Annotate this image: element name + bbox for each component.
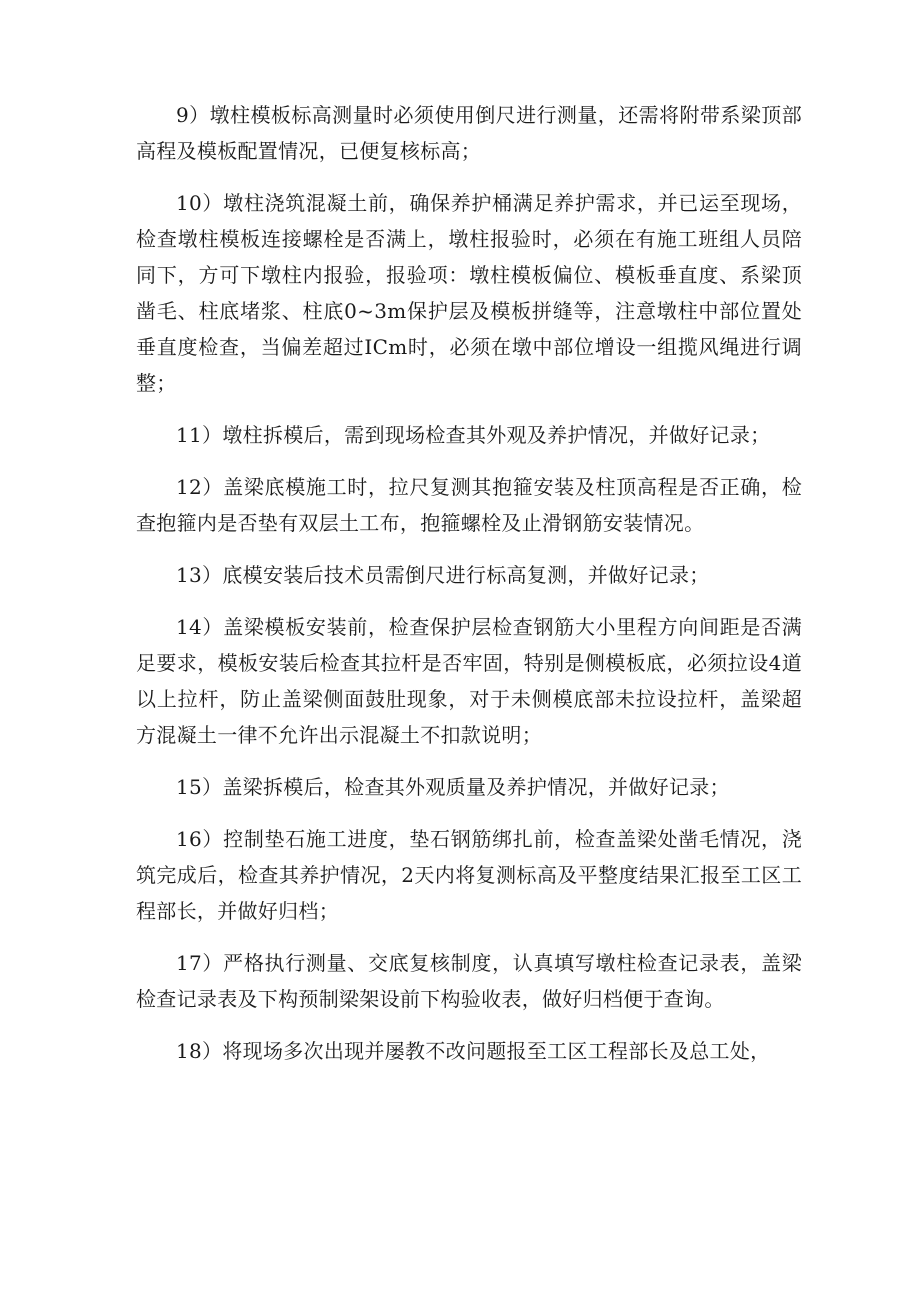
paragraph-item-10: 10）墩柱浇筑混凝土前，确保养护桶满足养护需求，并已运至现场，检查墩柱模板连接螺栓是否满上，墩柱报验时，必须在有施工班组人员陪同下，方可下墩柱内报验，报验项：墩柱模板偏位、模板垂直度、系梁顶凿毛、柱底堵浆、柱底0~3m保护层及模板拼缝等，注意墩柱中部位置处垂直度检查，当偏差超过ICm时，必须在墩中部位增设一组揽风绳进行调整；	[136, 191, 802, 395]
paragraph-item-15: 15）盖梁拆模后，检查其外观质量及养护情况，并做好记录；	[176, 775, 730, 799]
paragraph-item-12: 12）盖梁底模施工时，拉尺复测其抱箍安装及柱顶高程是否正确，检查抱箍内是否垫有双层土工布，抱箍螺栓及止滑钢筋安装情况。	[136, 475, 802, 535]
paragraph-item-14: 14）盖梁模板安装前，检查保护层检查钢筋大小里程方向间距是否满足要求，模板安装后检查其拉杆是否牢固，特别是侧模板底，必须拉设4道以上拉杆，防止盖梁侧面鼓肚现象，对于未侧模底部未拉设拉杆，盖梁超方混凝土一律不允许出示混凝土不扣款说明；	[136, 615, 802, 747]
paragraph-item-13: 13）底模安装后技术员需倒尺进行标高复测，并做好记录；	[176, 563, 710, 587]
paragraph-item-18: 18）将现场多次出现并屡教不改问题报至工区工程部长及总工处，	[176, 1039, 771, 1063]
paragraph-item-17: 17）严格执行测量、交底复核制度，认真填写墩柱检查记录表，盖梁检查记录表及下构预制梁架设前下构验收表，做好归档便于查询。	[136, 951, 802, 1011]
paragraph-item-9: 9）墩柱模板标高测量时必须使用倒尺进行测量，还需将附带系梁顶部高程及模板配置情况，已便复核标高；	[136, 103, 802, 163]
paragraph-item-16: 16）控制垫石施工进度，垫石钢筋绑扎前，检查盖梁处凿毛情况，浇筑完成后，检查其养护情况，2天内将复测标高及平整度结果汇报至工区工程部长，并做好归档；	[136, 827, 802, 923]
paragraph-item-11: 11）墩柱拆模后，需到现场检查其外观及养护情况，并做好记录；	[176, 423, 771, 447]
document-body	[136, 97, 802, 1085]
